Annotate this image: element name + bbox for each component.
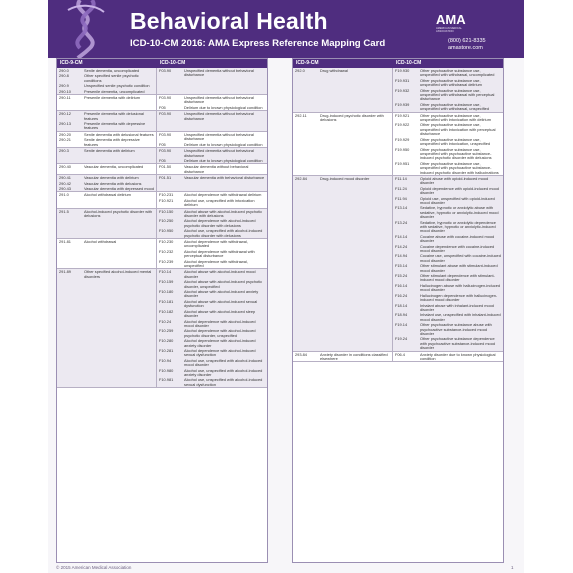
icd10-description: Other psychoactive substance use, unspecified with withdrawal, unspecified bbox=[420, 101, 489, 112]
icd10-description: Opioid abuse with opioid-induced mood disorder bbox=[420, 175, 489, 186]
icd10-description: Delirium due to known physiological condition bbox=[184, 157, 263, 163]
icd10-description: Cocaine use, unspecified with cocaine-induced mood disorder bbox=[420, 253, 501, 263]
icd10-description: Alcohol dependence with withdrawal delirium bbox=[184, 192, 262, 198]
icd10-code: F19.931 bbox=[395, 77, 410, 83]
icd10-description: Other stimulant abuse with stimulant-induced mood disorder bbox=[420, 263, 498, 273]
table-row bbox=[57, 111, 267, 132]
icd9-description: Senile dementia with delirium bbox=[84, 148, 135, 154]
icd10-cell bbox=[157, 192, 267, 207]
icd10-code: F10.281 bbox=[159, 347, 174, 353]
icd10-description: Alcohol use, unspecified with alcohol-induced psychotic disorder with delusions bbox=[184, 228, 263, 238]
icd10-description: Other psychoactive substance use, unspecified with withdrawal with perceptual disturbance bbox=[420, 87, 495, 102]
icd9-cell bbox=[293, 352, 393, 362]
icd10-column-header: ICD-10-CM bbox=[160, 60, 186, 66]
header-bar bbox=[48, 0, 524, 58]
icd9-description: Senile dementia, uncomplicated bbox=[84, 68, 140, 73]
icd9-description: Vascular dementia, uncomplicated bbox=[84, 164, 144, 170]
icd10-description: Other psychoactive substance use, unspecified with psychoactive substance-induced psychotic disorder with delusions bbox=[420, 146, 492, 161]
icd10-code: F10.259 bbox=[159, 328, 174, 334]
icd10-code: F19.24 bbox=[395, 336, 408, 342]
reference-card bbox=[48, 0, 524, 573]
icd10-description: Unspecified dementia without behavioral disturbance bbox=[184, 148, 254, 158]
icd9-code: 290.40 bbox=[59, 164, 71, 170]
icd10-description: Alcohol dependence with alcohol-induced psychotic disorder with delusions bbox=[184, 218, 256, 228]
icd10-description: Unspecified dementia without behavioral disturbance bbox=[184, 111, 254, 121]
icd9-code: 290.9 bbox=[59, 83, 69, 89]
icd9-cell bbox=[293, 176, 393, 351]
icd10-cell bbox=[157, 95, 267, 110]
icd10-description: Other stimulant dependence with stimulant-induced mood disorder bbox=[420, 273, 495, 283]
icd10-code: F06.4 bbox=[395, 351, 405, 357]
icd10-code: F10.94 bbox=[159, 357, 172, 363]
icd9-cell bbox=[57, 148, 157, 163]
icd9-cell bbox=[57, 175, 157, 191]
icd9-code: 292.11 bbox=[295, 112, 307, 118]
icd10-code: F05 bbox=[159, 141, 166, 147]
icd9-description: Vascular dementia with delusions bbox=[84, 180, 142, 186]
icd10-description: Other psychoactive substance use, unspecified with intoxication with perceptual disturbance bbox=[420, 122, 496, 137]
icd9-cell bbox=[57, 68, 157, 94]
icd10-cell bbox=[157, 175, 267, 191]
icd9-cell bbox=[293, 113, 393, 175]
icd10-description: Alcohol abuse with alcohol-induced anxiety disorder bbox=[184, 289, 259, 299]
icd10-code: F03.90 bbox=[159, 111, 172, 117]
icd10-code: F16.14 bbox=[395, 282, 408, 288]
icd10-cell bbox=[157, 164, 267, 174]
table-row bbox=[293, 176, 503, 352]
icd10-description: Alcohol dependence with alcohol-induced mood disorder bbox=[184, 318, 256, 328]
table-row bbox=[57, 239, 267, 269]
icd9-cell bbox=[57, 269, 157, 387]
icd10-code: F10.230 bbox=[159, 239, 174, 244]
icd10-description: Cocaine abuse with cocaine-induced mood disorder bbox=[420, 233, 495, 244]
icd10-code: F19.930 bbox=[395, 68, 410, 73]
icd10-code: F05 bbox=[159, 104, 166, 110]
icd10-description: Other psychoactive substance use, unspecified with withdrawal, uncomplicated bbox=[420, 68, 495, 78]
icd10-description: Other psychoactive substance use, unspecified with psychoactive substance-induced psychotic disorder with hallucinations bbox=[420, 160, 499, 175]
icd9-code: 293.84 bbox=[295, 351, 307, 357]
icd10-code: F19.950 bbox=[395, 146, 410, 152]
icd9-code: 291.5 bbox=[59, 208, 69, 214]
icd9-description: Presenile dementia with delirium bbox=[84, 95, 141, 101]
icd10-code: F10.181 bbox=[159, 298, 174, 304]
icd10-description: Alcohol use, unspecified with alcohol-induced mood disorder bbox=[184, 357, 263, 368]
icd10-code: F11.24 bbox=[395, 185, 407, 191]
icd10-description: Delirium due to known physiological condition bbox=[184, 141, 263, 147]
page-title: Behavioral Health bbox=[130, 8, 328, 34]
table-row bbox=[57, 132, 267, 148]
icd10-code: F10.180 bbox=[159, 289, 174, 295]
icd10-description: Sedative, hypnotic or anxiolytic dependence with sedative, hypnotic or anxiolytic-induced mood disorder bbox=[420, 219, 496, 234]
icd10-code: F15.24 bbox=[395, 273, 408, 279]
table-row bbox=[293, 113, 503, 176]
icd10-code: F14.14 bbox=[395, 233, 408, 239]
icd10-code: F19.921 bbox=[395, 112, 410, 118]
icd10-description: Unspecified dementia without behavioral disturbance bbox=[184, 95, 254, 105]
icd10-code: F10.24 bbox=[159, 318, 172, 324]
icd10-code: F10.150 bbox=[159, 208, 174, 214]
icd10-description: Cocaine dependence with cocaine-induced mood disorder bbox=[420, 243, 495, 254]
icd10-cell bbox=[157, 239, 267, 268]
table-row bbox=[57, 175, 267, 192]
icd10-cell bbox=[393, 68, 503, 112]
icd10-description: Alcohol dependence with withdrawal, uncomplicated bbox=[184, 239, 248, 249]
icd10-description: Other psychoactive substance abuse with psychoactive substance-induced mood disorder bbox=[420, 322, 492, 336]
icd10-code: F03.90 bbox=[159, 148, 172, 154]
table-row bbox=[57, 68, 267, 95]
table-row bbox=[293, 352, 503, 363]
website: amastore.com bbox=[448, 45, 483, 51]
table-row bbox=[293, 68, 503, 113]
icd10-description: Alcohol use, unspecified with alcohol-induced anxiety disorder bbox=[184, 367, 263, 377]
table-row bbox=[57, 148, 267, 164]
icd9-code: 290.12 bbox=[59, 111, 71, 117]
icd10-cell bbox=[157, 148, 267, 163]
icd10-description: Inhalant use, unspecified with inhalant-induced mood disorder bbox=[420, 312, 501, 322]
icd10-description: Sedative, hypnotic or anxiolytic abuse with sedative, hypnotic or anxiolytic-induced mood disorder bbox=[420, 205, 499, 220]
icd9-column-header: ICD-9-CM bbox=[60, 60, 83, 66]
icd10-description: Alcohol abuse with alcohol-induced sexual dysfunction bbox=[184, 298, 258, 309]
icd9-code: 291.89 bbox=[59, 269, 71, 275]
icd9-description: Senile dementia with depressive features bbox=[84, 137, 140, 147]
mapping-table-left bbox=[56, 58, 268, 563]
icd9-cell bbox=[57, 95, 157, 110]
icd9-code: 290.41 bbox=[59, 175, 71, 181]
icd10-cell bbox=[157, 68, 267, 94]
icd10-description: Hallucinogen abuse with hallucinogen-induced mood disorder bbox=[420, 282, 501, 293]
icd10-code: F10.231 bbox=[159, 192, 174, 198]
icd10-code: F10.239 bbox=[159, 258, 174, 264]
icd10-code: F03.90 bbox=[159, 95, 172, 101]
icd10-description: Alcohol dependence with alcohol-induced sexual dysfunction bbox=[184, 347, 256, 358]
table-row bbox=[57, 209, 267, 239]
icd10-code: F11.94 bbox=[395, 195, 407, 201]
icd10-description: Delirium due to known physiological condition bbox=[184, 104, 263, 110]
icd10-code: F19.922 bbox=[395, 122, 410, 128]
icd9-code: 290.8 bbox=[59, 73, 69, 79]
icd10-description: Unspecified dementia without behavioral disturbance bbox=[184, 68, 254, 78]
icd10-description: Anxiety disorder due to known physiological condition bbox=[420, 351, 496, 361]
icd9-description: Drug-induced mood disorder bbox=[320, 175, 370, 181]
icd9-description: Presenile dementia with depressive features bbox=[84, 121, 146, 131]
caduceus-logo-icon bbox=[50, 0, 120, 58]
icd9-code: 291.0 bbox=[59, 192, 69, 198]
icd9-description: Vascular dementia with delirium bbox=[84, 175, 139, 181]
page-number: 1 bbox=[511, 565, 514, 570]
icd9-cell bbox=[57, 239, 157, 268]
icd9-description: Unspecified senile psychotic condition bbox=[84, 83, 150, 89]
icd10-code: F10.981 bbox=[159, 377, 174, 383]
icd10-code: F10.280 bbox=[159, 338, 174, 344]
icd10-description: Hallucinogen dependence with hallucinogen-induced mood disorder bbox=[420, 292, 498, 303]
table-row bbox=[57, 269, 267, 388]
icd9-code: 290.20 bbox=[59, 131, 71, 137]
icd10-code: F13.14 bbox=[395, 205, 408, 211]
icd10-code: F14.24 bbox=[395, 243, 408, 249]
icd10-cell bbox=[157, 132, 267, 147]
icd10-description: Vascular dementia with behavioral disturbance bbox=[184, 175, 265, 181]
icd9-column-header: ICD-9-CM bbox=[296, 60, 319, 66]
icd10-description: Inhalant abuse with inhalant-induced mood disorder bbox=[420, 302, 494, 312]
table-row bbox=[57, 164, 267, 175]
icd10-code: F18.94 bbox=[395, 312, 408, 318]
icd10-description: Other psychoactive substance dependence with psychoactive substance-induced mood disorder bbox=[420, 336, 496, 351]
icd10-description: Vascular dementia without behavioral disturbance bbox=[184, 164, 249, 174]
icd9-cell bbox=[57, 192, 157, 207]
icd9-cell bbox=[293, 68, 393, 112]
icd10-description: Other psychoactive substance use, unspecified with intoxication, unspecified bbox=[420, 136, 491, 147]
icd10-code: F19.939 bbox=[395, 101, 410, 107]
icd10-code: F03.90 bbox=[159, 131, 172, 137]
icd10-description: Alcohol dependence with withdrawal with perceptual disturbance bbox=[184, 248, 255, 259]
page-subtitle: ICD-10-CM 2016: AMA Express Reference Mapping Card bbox=[130, 38, 386, 49]
icd9-code: 291.81 bbox=[59, 239, 71, 244]
icd10-code: F15.14 bbox=[395, 263, 408, 269]
icd9-cell bbox=[57, 209, 157, 238]
icd10-code: F10.950 bbox=[159, 228, 174, 234]
icd9-description: Vascular dementia with depressed mood bbox=[84, 185, 154, 191]
icd10-cell bbox=[393, 352, 503, 362]
icd10-code: F13.24 bbox=[395, 219, 408, 225]
icd9-code: 290.21 bbox=[59, 137, 71, 143]
icd10-code: F19.951 bbox=[395, 160, 410, 166]
icd10-description: Unspecified dementia without behavioral disturbance bbox=[184, 131, 254, 142]
icd10-code: F01.51 bbox=[159, 175, 172, 181]
icd10-cell bbox=[157, 209, 267, 238]
icd9-description: Presenile dementia with delusional features bbox=[84, 111, 144, 121]
icd10-code: F18.14 bbox=[395, 302, 408, 308]
icd9-description: Other specified alcohol-induced mental disorders bbox=[84, 269, 152, 279]
icd9-code: 290.10 bbox=[59, 88, 71, 94]
icd9-description: Drug withdrawal bbox=[320, 68, 348, 73]
copyright: © 2015 American Medical Association bbox=[56, 565, 132, 570]
icd9-description: Drug-induced psychotic disorder with delusions bbox=[320, 112, 384, 123]
icd10-code: F19.929 bbox=[395, 136, 410, 142]
icd10-code: F03.90 bbox=[159, 68, 172, 73]
icd10-code: F10.182 bbox=[159, 308, 174, 314]
icd10-code: F10.250 bbox=[159, 218, 174, 224]
icd10-description: Alcohol dependence with withdrawal, unspecified bbox=[184, 258, 248, 269]
icd10-code: F11.14 bbox=[395, 175, 407, 181]
icd10-code: F19.14 bbox=[395, 322, 408, 328]
icd10-cell bbox=[157, 269, 267, 387]
icd10-code: F10.232 bbox=[159, 248, 174, 254]
icd9-description: Presenile dementia, uncomplicated bbox=[84, 88, 145, 94]
icd9-description: Anxiety disorder in conditions classified elsewhere bbox=[320, 351, 388, 361]
icd9-description: Other specified senile psychotic conditions bbox=[84, 73, 139, 83]
icd10-cell bbox=[157, 111, 267, 131]
icd9-description: Senile dementia with delusional features bbox=[84, 131, 154, 137]
ama-logo: AMA bbox=[436, 12, 466, 27]
ama-logo-subtitle: AMERICAN MEDICAL ASSOCIATION bbox=[436, 27, 462, 33]
icd10-description: Opioid dependence with opioid-induced mood disorder bbox=[420, 185, 499, 196]
table-body bbox=[57, 68, 267, 388]
icd9-code: 292.0 bbox=[295, 68, 305, 73]
icd9-code: 290.3 bbox=[59, 148, 69, 154]
icd10-code: F10.921 bbox=[159, 197, 174, 203]
icd10-description: Opioid use, unspecified with opioid-induced mood disorder bbox=[420, 195, 495, 205]
icd10-code: F14.94 bbox=[395, 253, 408, 259]
icd9-code: 292.84 bbox=[295, 175, 307, 181]
icd9-cell bbox=[57, 111, 157, 131]
icd10-code: F01.50 bbox=[159, 164, 172, 170]
icd10-column-header: ICD-10-CM bbox=[396, 60, 422, 66]
icd9-cell bbox=[57, 164, 157, 174]
icd9-cell bbox=[57, 132, 157, 147]
icd10-description: Alcohol abuse with alcohol-induced sleep disorder bbox=[184, 308, 256, 319]
icd10-code: F05 bbox=[159, 157, 166, 163]
icd10-description: Alcohol use, unspecified with intoxication delirium bbox=[184, 197, 255, 208]
icd9-description: Alcohol withdrawal bbox=[84, 239, 117, 244]
icd10-cell bbox=[393, 176, 503, 351]
icd10-description: Alcohol abuse with alcohol-induced mood disorder bbox=[184, 269, 256, 279]
icd9-code: 290.11 bbox=[59, 95, 71, 101]
icd10-description: Alcohol dependence with alcohol-induced psychotic disorder, unspecified bbox=[184, 328, 256, 338]
table-body bbox=[293, 68, 503, 362]
icd10-description: Alcohol use, unspecified with alcohol-induced sexual dysfunction bbox=[184, 377, 263, 387]
icd10-code: F10.980 bbox=[159, 367, 174, 373]
icd9-code: 290.13 bbox=[59, 121, 71, 127]
icd9-code: 290.0 bbox=[59, 68, 69, 73]
table-row bbox=[57, 95, 267, 111]
icd10-code: F10.159 bbox=[159, 279, 174, 285]
icd9-description: Alcohol withdrawal delirium bbox=[84, 192, 131, 198]
icd10-description: Alcohol dependence with alcohol-induced anxiety disorder bbox=[184, 338, 256, 348]
icd10-code: F10.14 bbox=[159, 269, 172, 275]
table-header bbox=[293, 59, 503, 68]
mapping-table-right bbox=[292, 58, 504, 563]
table-header bbox=[57, 59, 267, 68]
icd9-code: 290.42 bbox=[59, 180, 71, 186]
table-row bbox=[57, 192, 267, 208]
icd10-description: Other psychoactive substance use, unspecified with withdrawal delirium bbox=[420, 77, 482, 88]
icd10-code: F19.932 bbox=[395, 87, 410, 93]
icd10-description: Other psychoactive substance use, unspecified with intoxication with delirium bbox=[420, 112, 491, 123]
icd9-description: Alcohol-induced psychotic disorder with delusions bbox=[84, 208, 153, 218]
icd9-code: 290.43 bbox=[59, 185, 71, 191]
icd10-cell bbox=[393, 113, 503, 175]
icd10-description: Alcohol abuse with alcohol-induced psychotic disorder, unspecified bbox=[184, 279, 263, 289]
icd10-code: F16.24 bbox=[395, 292, 408, 298]
phone-number: (800) 621-8335 bbox=[448, 38, 486, 44]
icd10-description: Alcohol abuse with alcohol-induced psychotic disorder with delusions bbox=[184, 208, 263, 218]
